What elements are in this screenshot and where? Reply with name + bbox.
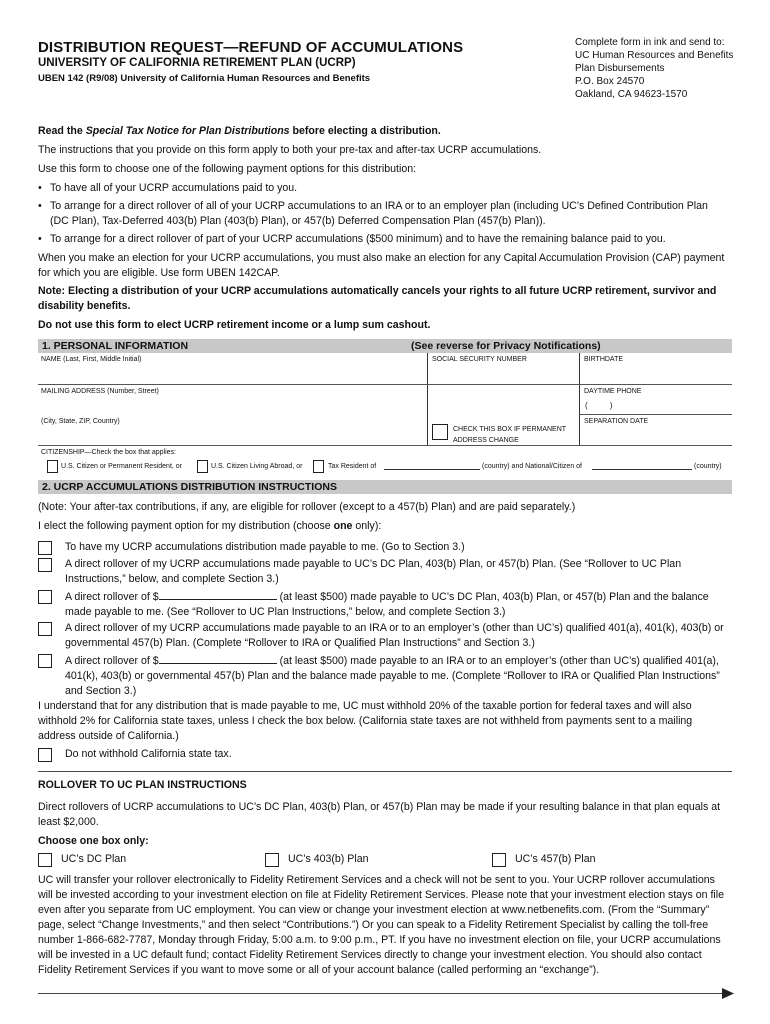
elect-instruction: I elect the following payment option for my distribution (choose one only): <box>38 520 382 532</box>
bullet-item: • To have all of your UCRP accumulations paid to you. <box>38 182 298 194</box>
cap-paragraph: When you make an election for your UCRP accumulations, you must also make an election for any Capital Accumulation Provision (CAP) payment for which you are eligible. Use form UBEN 142CAP. <box>38 252 725 279</box>
ssn-label: SOCIAL SECURITY NUMBER <box>432 356 527 363</box>
rollover-p1: Direct rollovers of UCRP accumulations to UC’s DC Plan, 403(b) Plan, or 457(b) Plan may be made if your resulting balance in that plan equals at least $2,000. <box>38 801 721 828</box>
city-field[interactable] <box>38 428 424 443</box>
option3-checkbox[interactable] <box>38 590 52 604</box>
tax-resident-checkbox[interactable] <box>313 460 324 473</box>
choose-one-label: Choose one box only: <box>38 835 149 847</box>
national-country-field[interactable] <box>592 469 692 470</box>
do-not-use-note: Do not use this form to elect UCRP retirement income or a lump sum cashout. <box>38 319 431 331</box>
dc-plan-checkbox[interactable] <box>38 853 52 867</box>
tax-country-field[interactable] <box>384 469 480 470</box>
bullet-item: • To arrange for a direct rollover of all of your UCRP accumulations to an IRA or to an employer plan (including UC’s Defined Contribution Plan (DC Plan), Tax-Deferred 403(b) Plan (403(b) Plan), or 457(b) Deferred Compensation Plan (457(b) Plan)). <box>38 200 708 227</box>
option2-checkbox[interactable] <box>38 558 52 572</box>
option1-checkbox[interactable] <box>38 541 52 555</box>
ssn-field[interactable] <box>428 366 578 383</box>
dc-plan-label: UC’s DC Plan <box>61 853 127 865</box>
457b-plan-checkbox[interactable] <box>492 853 506 867</box>
phone-label: DAYTIME PHONE <box>584 388 642 395</box>
national-label: (country) and National/Citizen of <box>482 463 582 470</box>
cancel-note: Note: Electing a distribution of your UCRP accumulations automatically cancels your rights to all future UCRP retirement, survivor and disability benefits. <box>38 285 717 312</box>
send-to-address: Complete form in ink and send to: UC Human Resources and Benefits Plan Disbursements P.O. Box 24570 Oakland, CA 94623-1570 <box>575 37 734 100</box>
form-subtitle: UNIVERSITY OF CALIFORNIA RETIREMENT PLAN (UCRP) <box>38 57 356 69</box>
option5-checkbox[interactable] <box>38 654 52 668</box>
option4-text: A direct rollover of my UCRP accumulations made payable to an IRA or to an employer’s (other than UC’s) qualified 401(a), 401(k), 403(b) or governmental 457(b) Plan. (Complete “Rollover to IRA or Qualified Plan Instructions” and Section 3.) <box>65 622 724 649</box>
option5-amount-field[interactable] <box>159 653 277 664</box>
continue-arrow-icon <box>722 988 734 999</box>
403b-plan-label: UC’s 403(b) Plan <box>288 853 369 865</box>
section1-header: 1. PERSONAL INFORMATION (See reverse for Privacy Notifications) <box>38 339 732 353</box>
country-label: (country) <box>694 463 722 470</box>
tax-resident-label: Tax Resident of <box>328 463 377 470</box>
bullet-list <box>38 181 728 247</box>
no-withhold-label: Do not withhold California state tax. <box>65 748 232 760</box>
citizenship-label: CITIZENSHIP—Check the box that applies: <box>41 449 176 456</box>
rollover-title: ROLLOVER TO UC PLAN INSTRUCTIONS <box>38 779 247 791</box>
city-label: (City, State, ZIP, Country) <box>41 418 120 425</box>
read-notice: Read the Special Tax Notice for Plan Distributions before electing a distribution. <box>38 125 441 137</box>
birthdate-label: BIRTHDATE <box>584 356 624 363</box>
after-tax-note: (Note: Your after-tax contributions, if any, are eligible for rollover (except to a 457(b) Plan) and are paid separately.) <box>38 501 576 513</box>
permanent-address-label: CHECK THIS BOX IF PERMANENT ADDRESS CHANGE <box>453 426 567 444</box>
intro-p1: The instructions that you provide on this form apply to both your pre-tax and after-tax UCRP accumulations. <box>38 144 542 156</box>
option4-checkbox[interactable] <box>38 622 52 636</box>
citizen-label: U.S. Citizen or Permanent Resident, or <box>61 463 182 470</box>
abroad-checkbox[interactable] <box>197 460 208 473</box>
separation-date-label: SEPARATION DATE <box>584 418 649 425</box>
option3-text: A direct rollover of $ (at least $500) made payable to UC’s DC Plan, 403(b) Plan, or 457(b) Plan and the balance made payable to me. (See “Rollover to UC Plan Instructions,” below, and complete Section 3.) <box>65 591 709 618</box>
rollover-p2: UC will transfer your rollover electronically to Fidelity Retirement Services and a check will not be sent to you. Your UCRP rollover accumulations will be invested according to your investment election on file at Fidelity Retirement Services. Please note that your investment election stays on file even after you separate from UC employment. You can view or change your investment election at www.netbenefits.com. (From the “Summary” page, select “Change Investments,” and then select “Contributions.”) Or you can speak to a Fidelity Retirement Specialist by calling the toll-free number 1-866-682-7787, Monday through Friday, 5:00 a.m. to 9:00 p.m., PT. If you have no investment election on file, your UCRP accumulations will be invested in a UC default fund; contact Fidelity Retirement Services directly to change your investment election. You should also contact Fidelity Retirement Services if you want to move some or all of your account balance (called performing an “exchange”). <box>38 874 724 976</box>
403b-plan-checkbox[interactable] <box>265 853 279 867</box>
separation-date-field[interactable] <box>580 428 730 443</box>
option3-amount-field[interactable] <box>159 589 277 600</box>
mailing-label: MAILING ADDRESS (Number, Street) <box>41 388 159 395</box>
section2-header: 2. UCRP ACCUMULATIONS DISTRIBUTION INSTRUCTIONS <box>38 480 732 494</box>
permanent-address-checkbox[interactable] <box>432 424 448 440</box>
form-title: DISTRIBUTION REQUEST—REFUND OF ACCUMULATIONS <box>38 39 464 56</box>
option5-text: A direct rollover of $ (at least $500) made payable to an IRA or to an employer’s (other than UC’s) qualified 401(a), 401(k), 403(b) or governmental 457(b) Plan and the balance made payable to me. (Complete “Rollover to IRA or Qualified Plan Instructions” and Section 3.) <box>65 655 720 697</box>
form-id: UBEN 142 (R9/08) University of California Human Resources and Benefits <box>38 73 371 84</box>
bullet-item: • To arrange for a direct rollover of part of your UCRP accumulations ($500 minimum) and to have the remaining balance paid to you. <box>38 233 666 245</box>
mailing-address-field[interactable] <box>38 398 424 413</box>
birthdate-field[interactable] <box>580 366 730 383</box>
abroad-label: U.S. Citizen Living Abroad, or <box>211 463 303 470</box>
option2-text: A direct rollover of my UCRP accumulations made payable to UC’s DC Plan, 403(b) Plan, or 457(b) Plan. (See “Rollover to UC Plan Instructions,” below, and complete Section 3.) <box>65 558 682 585</box>
457b-plan-label: UC’s 457(b) Plan <box>515 853 596 865</box>
option1-text: To have my UCRP accumulations distribution made payable to me. (Go to Section 3.) <box>65 541 465 553</box>
phone-field[interactable]: ( ) <box>585 401 613 410</box>
no-withhold-checkbox[interactable] <box>38 748 52 762</box>
intro-p2: Use this form to choose one of the following payment options for this distribution: <box>38 163 417 175</box>
name-field[interactable] <box>38 366 424 383</box>
citizen-checkbox[interactable] <box>47 460 58 473</box>
withholding-text: I understand that for any distribution that is made payable to me, UC must withhold 20% of the taxable portion for federal taxes and will also withhold 2% for California state taxes, unless I check the box below. (California state taxes are not withheld from payments sent to a mailing address outside of California.) <box>38 700 693 742</box>
name-label: NAME (Last, First, Middle Initial) <box>41 356 142 363</box>
